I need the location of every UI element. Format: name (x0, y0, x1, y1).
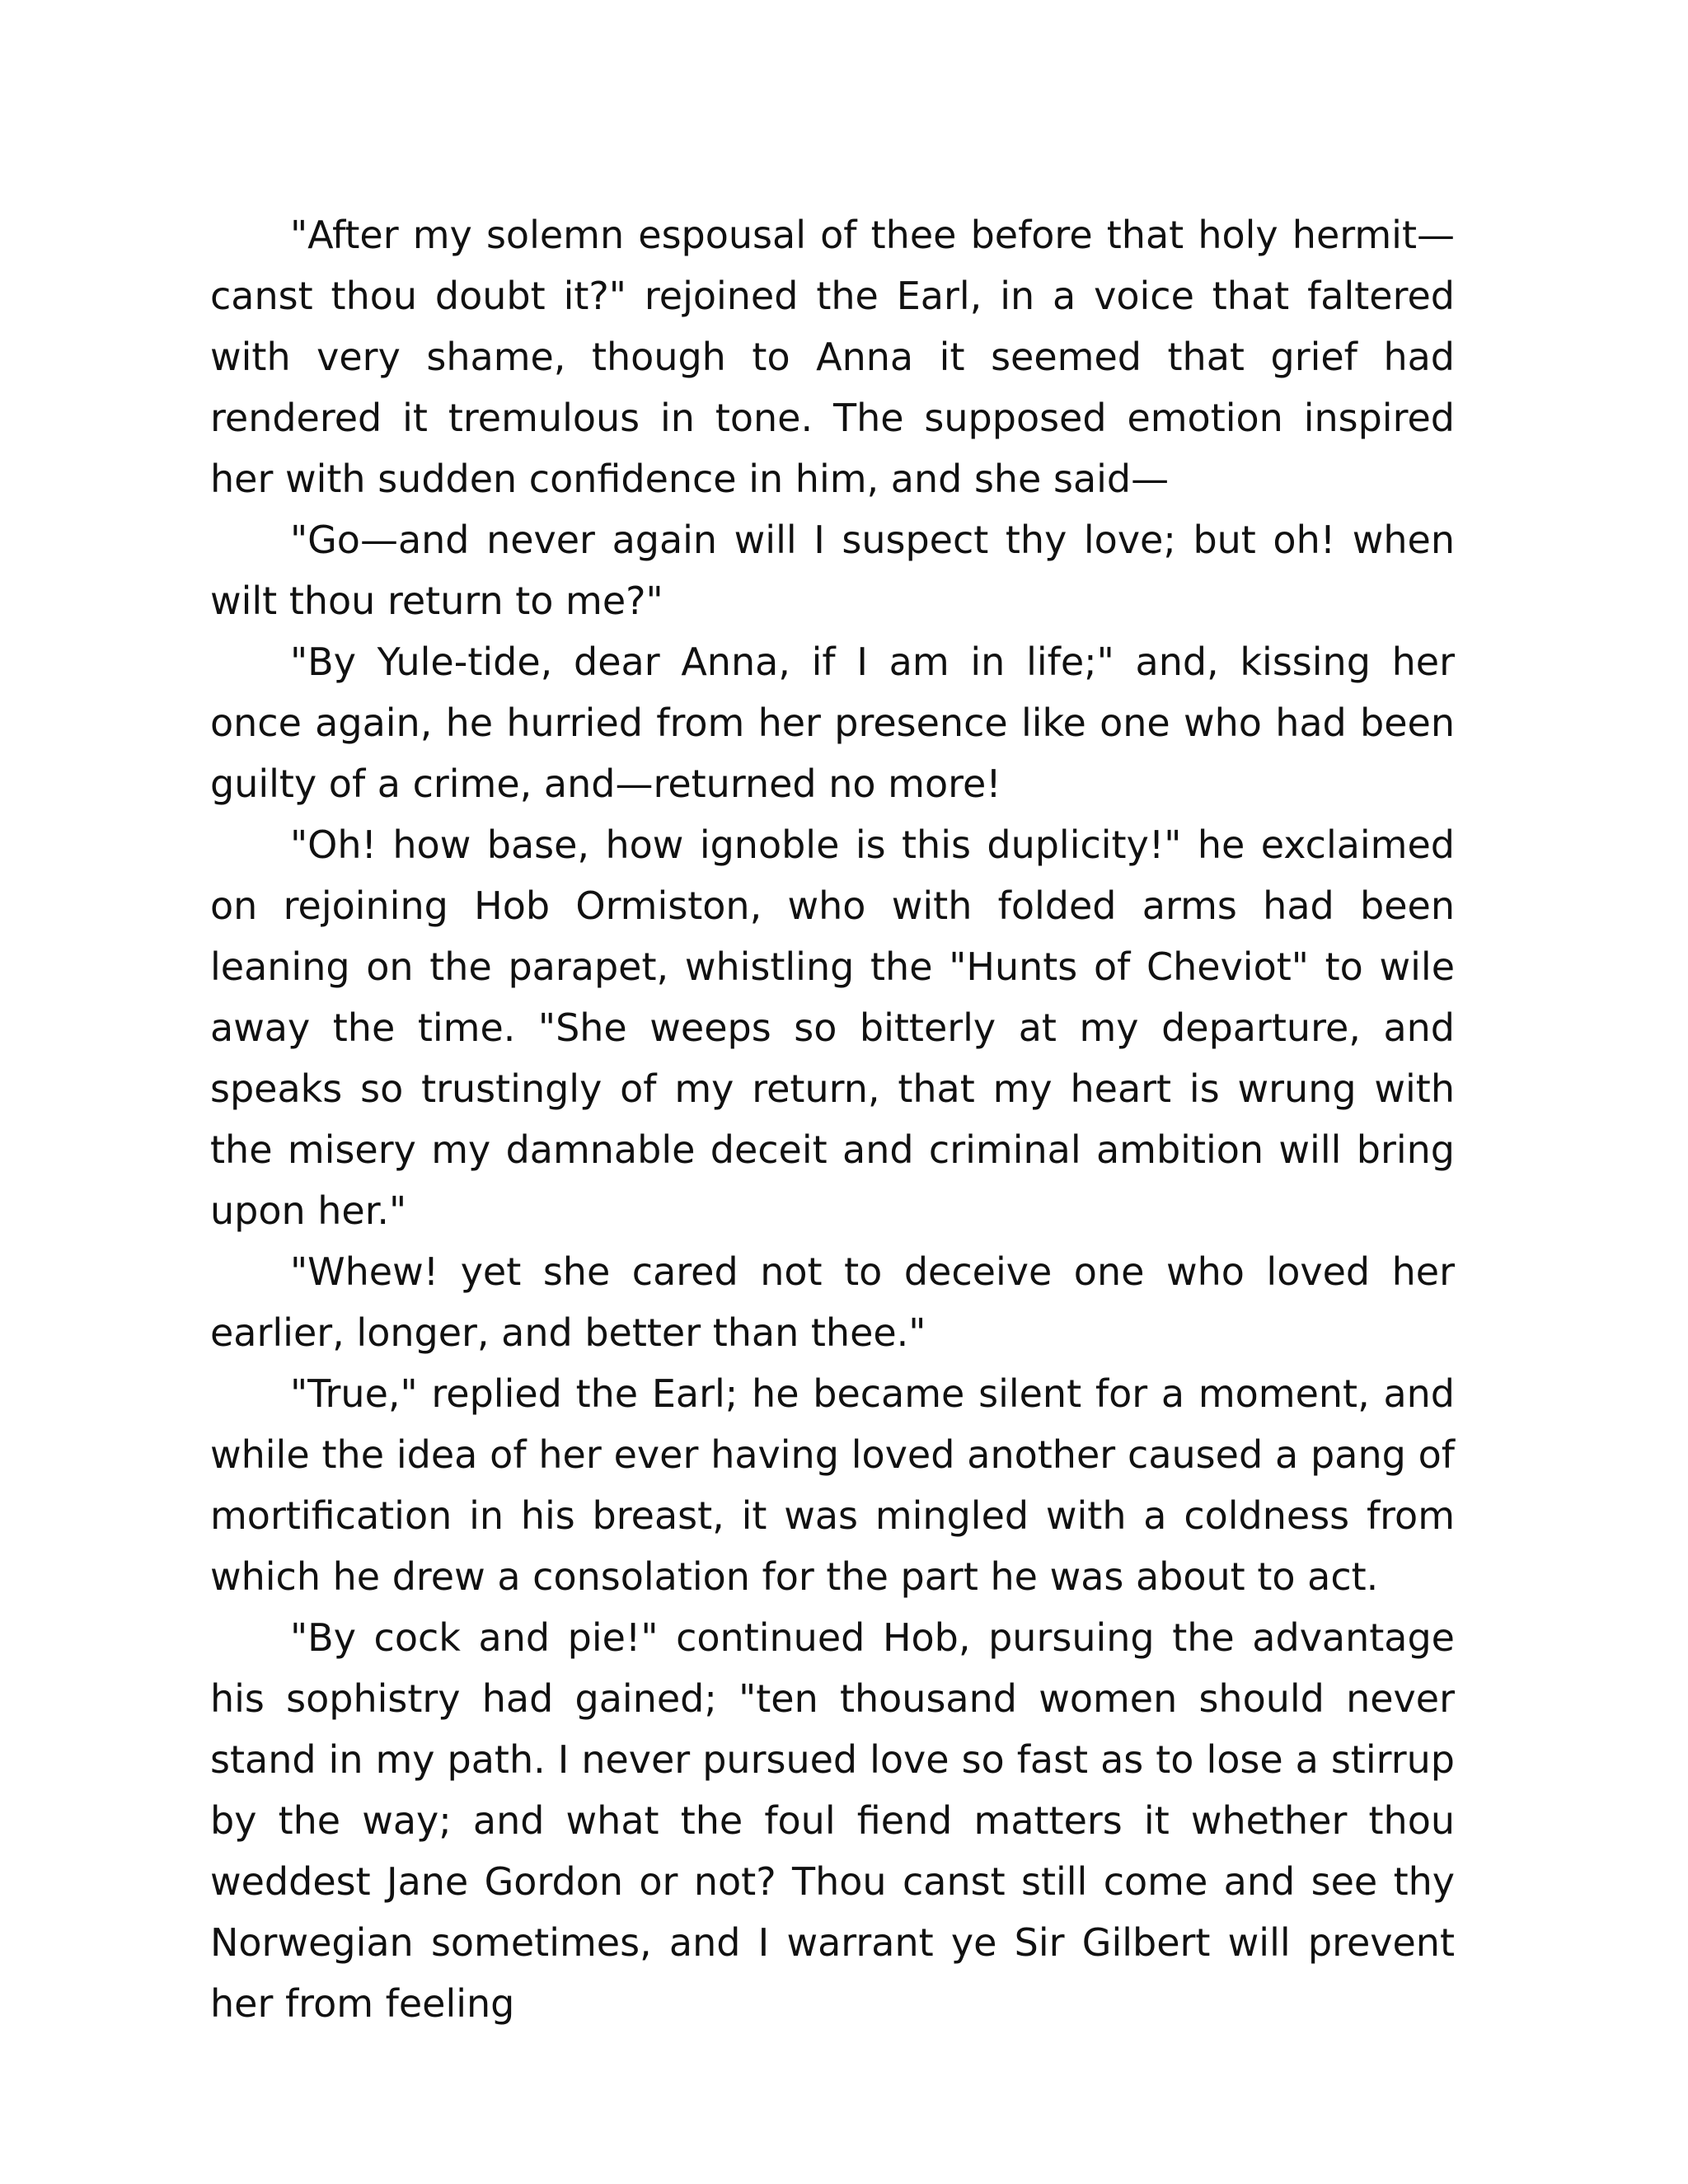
paragraph: "Oh! how base, how ignoble is this duplicity!" he exclaimed on rejoining Hob Ormiston, who with folded arms had been leaning on the parapet, whistling the "Hunts of Cheviot" to wile away the time. "She weeps so bitterly at my departure, and speaks so trustingly of my return, that my heart is wrung with the misery my damnable deceit and criminal ambition will bring upon her." (210, 823, 1455, 1233)
paragraph: "True," replied the Earl; he became silent for a moment, and while the idea of her ever having loved another caused a pang of mortification in his breast, it was mingled with a coldness from which he drew a consolation for the part he was about to act. (210, 1371, 1455, 1599)
paragraph: "By Yule-tide, dear Anna, if I am in life;" and, kissing her once again, he hurried from her presence like one who had been guilty of a crime, and—returned no more! (210, 640, 1455, 806)
paragraph: "After my solemn espousal of thee before that holy hermit—canst thou doubt it?" rejoined the Earl, in a voice that faltered with very shame, though to Anna it seemed that grief had rendered it tremulous in tone. The supposed emotion inspired her with sudden confidence in him, and she said— (210, 213, 1455, 501)
paragraph: "Whew! yet she cared not to deceive one who loved her earlier, longer, and better than thee." (210, 1249, 1455, 1355)
paragraph: "By cock and pie!" continued Hob, pursuing the advantage his sophistry had gained; "ten thousand women should never stand in my path. I never pursued love so fast as to lose a stirrup by the way; and what the foul fiend matters it whether thou weddest Jane Gordon or not? Thou canst still come and see thy Norwegian sometimes, and I warrant ye Sir Gilbert will prevent her from feeling (210, 1615, 1455, 2026)
paragraph: "Go—and never again will I suspect thy love; but oh! when wilt thou return to me?" (210, 518, 1455, 623)
page-text (210, 204, 1455, 2034)
